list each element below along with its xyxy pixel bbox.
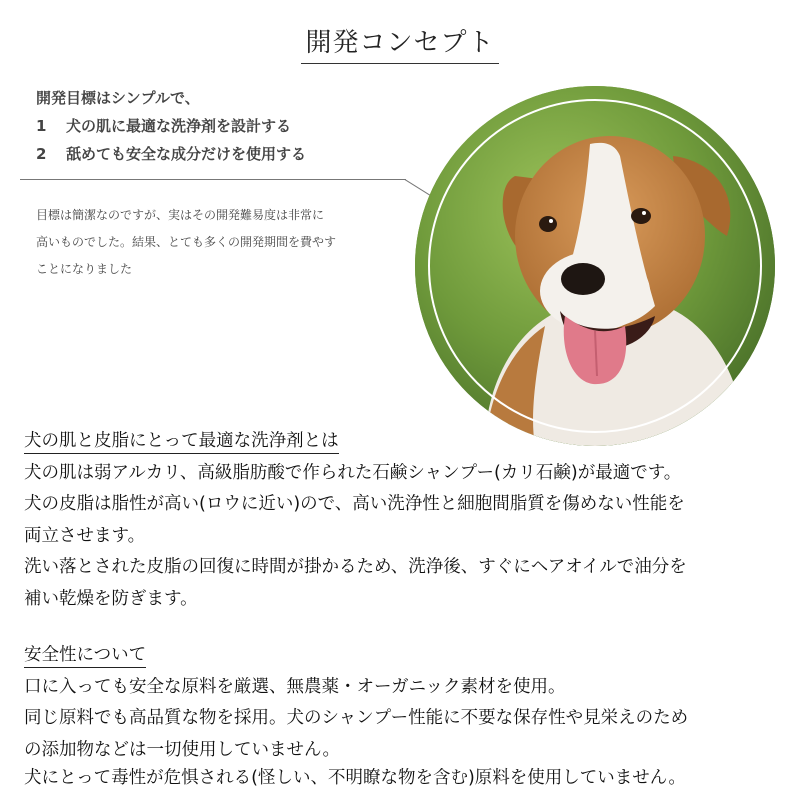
section-heading: 犬の肌と皮脂にとって最適な洗浄剤とは: [24, 426, 794, 458]
note-line: 高いものでした。結果、とても多くの開発期間を費やす: [36, 235, 337, 249]
leader-line: [20, 179, 406, 180]
page-title-text: 開発コンセプト: [301, 22, 498, 64]
note-line: ことになりました: [36, 262, 133, 276]
safety-last-line: 犬にとって毒性が危惧される(怪しい、不明瞭な物を含む)原料を使用していません。: [24, 768, 686, 788]
section-line: 同じ原料でも高品質な物を採用。犬のシャンプー性能に不要な保存性や見栄えのため: [24, 708, 689, 728]
section-line: 補い乾燥を防ぎます。: [24, 588, 198, 609]
goal-note: [36, 202, 376, 283]
puppy-illustration: [415, 86, 775, 446]
section-line: の添加物などは一切使用していません。: [24, 739, 341, 760]
section-skin-and-sebum: [24, 426, 794, 615]
section-line: 犬の皮脂は脂性が高い(ロウに近い)ので、高い洗浄性と細胞間脂質を傷めない性能を: [24, 494, 685, 514]
goal-text: 犬の肌に最適な洗浄剤を設計する: [66, 117, 292, 135]
puppy-photo: [415, 86, 775, 446]
goal-text: 舐めても安全な成分だけを使用する: [66, 145, 307, 163]
goal-number: 2: [36, 145, 47, 163]
section-line: 両立させます。: [24, 525, 146, 546]
section-heading: 安全性について: [24, 640, 794, 672]
section-line: 洗い落とされた皮脂の回復に時間が掛かるため、洗浄後、すぐにヘアオイルで油分を: [24, 557, 687, 577]
goals-intro: 開発目標はシンプルで、: [36, 89, 200, 107]
section-safety: [24, 640, 794, 766]
page-title: [0, 22, 800, 64]
goal-item-1: [36, 112, 306, 140]
goal-item-2: [36, 140, 306, 168]
section-line: 犬の肌は弱アルカリ、高級脂肪酸で作られた石鹸シャンプー(カリ石鹸)が最適です。: [24, 462, 682, 483]
goal-number: 1: [36, 117, 47, 135]
note-line: 目標は簡潔なのですが、実はその開発難易度は非常に: [36, 208, 325, 222]
section-line: 口に入っても安全な原料を厳選、無農薬・オーガニック素材を使用。: [24, 676, 566, 697]
development-goals: [36, 84, 306, 168]
